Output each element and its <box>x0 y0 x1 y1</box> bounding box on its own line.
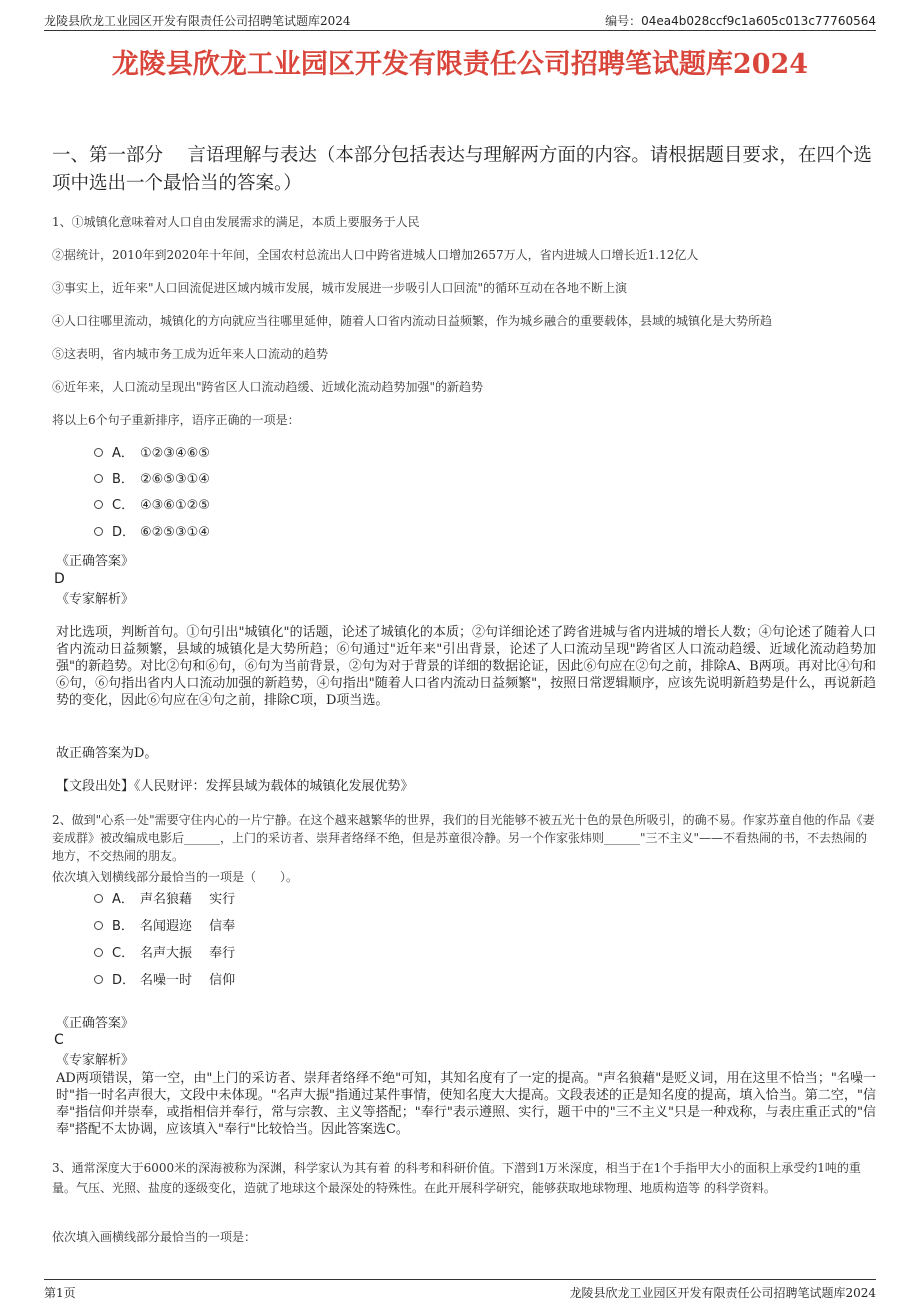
q1-source: 【文段出处】《人民财评：发挥县域为载体的城镇化发展优势》 <box>56 779 414 794</box>
q1-analysis-label: 《专家解析》 <box>56 592 135 607</box>
q1-answer: D <box>54 571 65 587</box>
radio-icon[interactable] <box>94 894 103 903</box>
section-heading: 一、第一部分 言语理解与表达（本部分包括表达与理解两方面的内容。请根据题目要求，在四个选项中选出一个最恰当的答案。） <box>52 145 872 194</box>
q1-stem-line-6: ⑥近年来，人口流动呈现出"跨省区人口流动趋缓、近域化流动趋势加强"的新趋势 <box>52 380 484 394</box>
q1-conclusion: 故正确答案为D。 <box>56 746 158 761</box>
q2-answer: C <box>54 1032 64 1048</box>
q1-option-c[interactable]: C． ④③⑥①②⑤ <box>94 497 210 515</box>
radio-icon[interactable] <box>94 500 103 509</box>
q2-option-d[interactable]: D． 名噪一时 信仰 <box>94 972 235 990</box>
q1-stem-line-3: ③事实上，近年来"人口回流促进区域内城市发展，城市发展进一步吸引人口回流"的循环互动在各地不断上演 <box>52 281 628 295</box>
radio-icon[interactable] <box>94 448 103 457</box>
q2-option-c[interactable]: C． 名声大振 奉行 <box>94 945 235 963</box>
q1-option-a[interactable]: A． ①②③④⑥⑤ <box>94 445 210 463</box>
q2-prompt: 依次填入划横线部分最恰当的一项是（ ）。 <box>52 870 299 884</box>
footer-doc-title: 龙陵县欣龙工业园区开发有限责任公司招聘笔试题库2024 <box>569 1286 876 1300</box>
q1-stem-line-5: ⑤这表明，省内城市务工成为近年来人口流动的趋势 <box>52 347 329 361</box>
page-header <box>44 8 876 31</box>
q1-answer-label: 《正确答案》 <box>56 554 135 569</box>
q1-stem-line-2: ②据统计，2010年到2020年十年间，全国农村总流出人口中跨省进城人口增加2657万人，省内进城人口增长近1.12亿人 <box>52 248 699 262</box>
q1-option-b[interactable]: B． ②⑥⑤③①④ <box>94 471 210 489</box>
header-doc-id: 编号：04ea4b028ccf9c1a605c013c77760564 <box>605 14 876 28</box>
q1-option-d[interactable]: D． ⑥②⑤③①④ <box>94 524 210 542</box>
q1-analysis: 对比选项，判断首句。①句引出"城镇化"的话题，论述了城镇化的本质；②句详细论述了跨省进城与省内进城的增长人数；④句论述了随着人口省内流动日益频繁，县域的城镇化是大势所趋；⑥句通过"近年来"引出背景，论述了人口流动呈现"跨省区人口流动趋缓、近域化流动趋势加强"的新趋势。对比②句和⑥句，⑥句为当前背景，②句为对于背景的详细的数据论证，因此⑥句应在②句之前，排除A、B两项。再对比④句和⑥句，⑥句指出省内人口流动加强的新趋势，④句指出"随着人口省内流动日益频繁"，按照日常逻辑顺序，应该先说明新趋势是什么，再说新趋势的变化，因此⑥句应在④句之前，排除C项，D项当选。 <box>56 625 876 708</box>
q1-stem-line-7: 将以上6个句子重新排序，语序正确的一项是： <box>52 413 300 427</box>
q1-stem-line-4: ④人口往哪里流动，城镇化的方向就应当往哪里延伸，随着人口省内流动日益频繁，作为城乡融合的重要载体，县域的城镇化是大势所趋 <box>52 314 773 328</box>
page-title: 龙陵县欣龙工业园区开发有限责任公司招聘笔试题库2024 <box>111 49 809 80</box>
q3-stem: 3、通常深度大于6000米的深海被称为深渊，科学家认为其有着 的科考和科研价值。下潜到1万米深度，相当于在1个手指甲大小的面积上承受约1吨的重量。气压、光照、盐度的逐级变化，造就了地球这个最深处的特殊性。在此开展科学研究，能够获取地球物理、地质构造等 的科学资料。 <box>52 1161 861 1195</box>
q2-analysis: AD两项错误，第一空，由"上门的采访者、崇拜者络绎不绝"可知，其知名度有了一定的提高。"声名狼藉"是贬义词，用在这里不恰当；"名噪一时"指一时名声很大，文段中未体现。"名声大振"指通过某件事情，使知名度大大提高。文段表述的正是知名度的提高，填入恰当。第二空，"信奉"指信仰并崇奉，或指相信并奉行，常与宗教、主义等搭配；"奉行"表示遵照、实行，题干中的"三不主义"只是一种戏称，与表庄重正式的"信奉"搭配不太协调，应该填入"奉行"比较恰当。因此答案选C。 <box>56 1071 876 1137</box>
radio-icon[interactable] <box>94 921 103 930</box>
radio-icon[interactable] <box>94 474 103 483</box>
q2-option-a[interactable]: A． 声名狼藉 实行 <box>94 891 235 909</box>
radio-icon[interactable] <box>94 975 103 984</box>
q2-analysis-label: 《专家解析》 <box>56 1053 135 1068</box>
radio-icon[interactable] <box>94 527 103 536</box>
page-footer <box>44 1279 876 1302</box>
q2-stem: 2、做到"心系一处"需要守住内心的一片宁静。在这个越来越繁华的世界，我们的目光能够不被五光十色的景色所吸引，的确不易。作家苏童自他的作品《妻妾成群》被改编成电影后______，上门的采访者、崇拜者络绎不绝，但是苏童很冷静。另一个作家张炜则______"三不主义"——不看热闹的书，不去热闹的地方，不交热闹的朋友。 <box>52 813 875 863</box>
header-doc-title: 龙陵县欣龙工业园区开发有限责任公司招聘笔试题库2024 <box>44 14 351 28</box>
q1-stem-line-1: 1、①城镇化意味着对人口自由发展需求的满足，本质上要服务于人民 <box>52 215 420 229</box>
page-number: 第1页 <box>44 1286 76 1300</box>
radio-icon[interactable] <box>94 948 103 957</box>
q3-prompt: 依次填入画横线部分最恰当的一项是： <box>52 1230 257 1244</box>
q2-answer-label: 《正确答案》 <box>56 1016 135 1031</box>
q2-option-b[interactable]: B． 名闻遐迩 信奉 <box>94 918 235 936</box>
